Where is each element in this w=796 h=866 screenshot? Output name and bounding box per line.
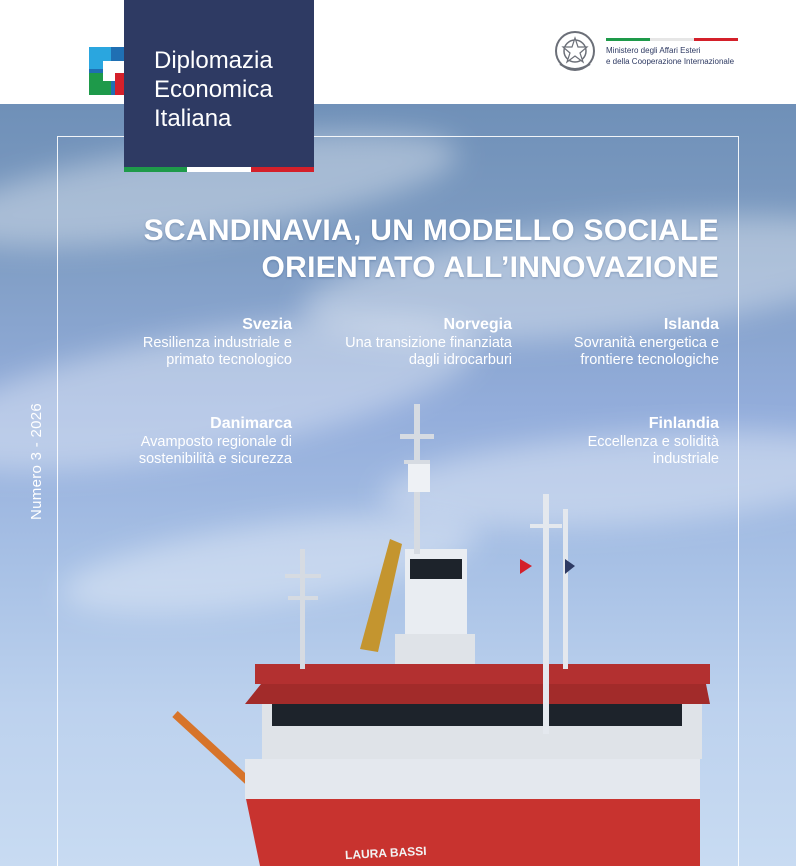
italian-republic-emblem-icon [554,28,596,74]
ministry-tricolor [606,38,738,41]
tricolor-bar [124,167,314,172]
country-desc: Eccellenza e solidità [587,434,719,450]
country-name: Danimarca [210,415,292,432]
masthead-title-line: Italiana [154,105,232,132]
ministry-branding [554,28,754,78]
issue-number: Numero 3 - 2026 [28,402,45,520]
country-denmark [139,414,292,468]
country-desc: dagli idrocarburi [408,352,512,368]
country-desc: primato tecnologico [166,352,292,368]
country-desc: Avamposto regionale di [140,434,292,450]
ministry-name-line: e della Cooperazione Internazionale [606,57,735,66]
country-finland [588,414,719,468]
country-desc: Una transizione finanziata [345,335,512,351]
country-desc: industriale [652,451,719,467]
country-desc: sostenibilità e sicurezza [138,451,292,467]
country-name: Islanda [663,316,719,333]
country-name: Finlandia [648,415,719,432]
country-iceland [574,315,719,369]
country-sweden [143,315,292,369]
masthead-title [154,46,273,133]
cover-headline [144,212,719,286]
headline-line: ORIENTATO ALL’INNOVAZIONE [261,251,719,284]
ministry-name [606,45,734,67]
masthead [124,0,314,172]
ministry-name-line: Ministero degli Affari Esteri [606,46,701,55]
masthead-title-line: Economica [154,76,273,103]
masthead-title-line: Diplomazia [154,47,273,74]
country-desc: frontiere tecnologiche [580,352,719,368]
country-desc: Resilienza industriale e [142,335,292,351]
ship-name-label: LAURA BASSI [344,843,427,863]
country-name: Norvegia [443,316,512,333]
country-norway [345,315,512,369]
headline-line: SCANDINAVIA, UN MODELLO SOCIALE [143,214,719,247]
country-desc: Sovranità energetica e [573,335,719,351]
country-name: Svezia [242,316,292,333]
